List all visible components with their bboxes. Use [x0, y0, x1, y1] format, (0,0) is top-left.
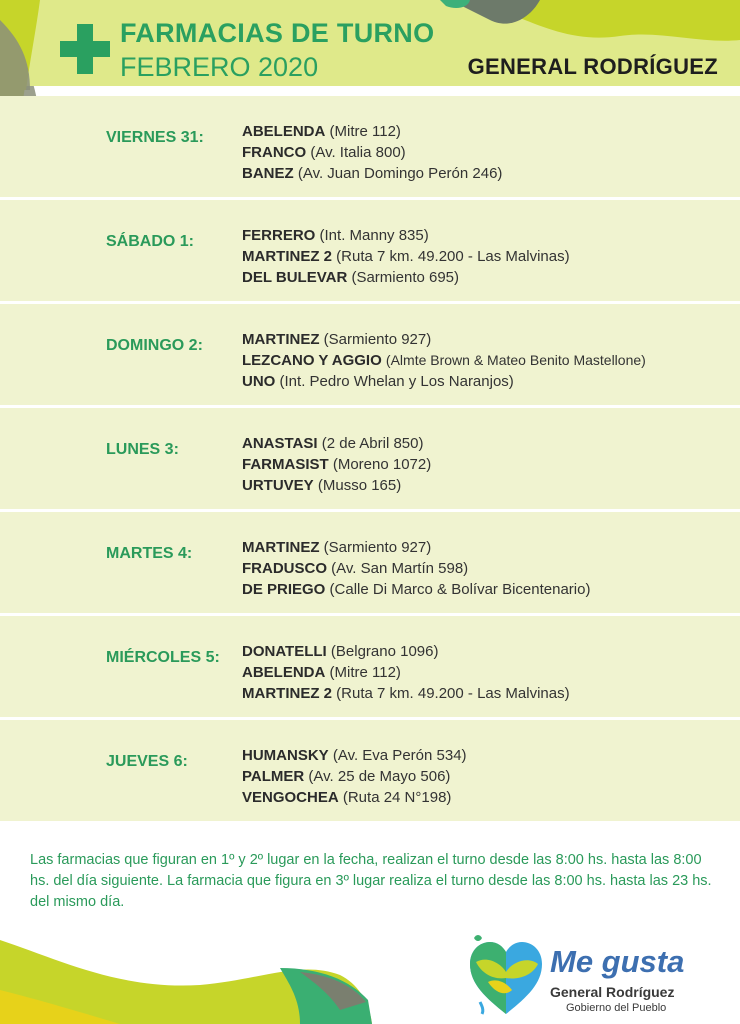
pharmacy-address: (Av. Italia 800): [310, 144, 406, 161]
pharmacy-list: [242, 329, 646, 392]
schedule-footnote: Las farmacias que figuran en 1º y 2º lugar en la fecha, realizan el turno desde las 8:00 hs. hasta las 8:00 hs. del día siguiente. La farmacia que figura en 3º lugar realiza el turno desde las 8:00 hs. hasta las 23 hs. del mismo día.: [30, 852, 712, 910]
day-row: [0, 200, 740, 304]
pharmacy-name: LEZCANO Y AGGIO: [242, 352, 382, 369]
logo-tagline: Gobierno del Pueblo: [566, 1002, 667, 1014]
pharmacy-address: (Int. Pedro Whelan y Los Naranjos): [279, 373, 514, 390]
pharmacy-address: (Av. Eva Perón 534): [332, 747, 467, 764]
pharmacy-entry: [242, 475, 431, 496]
pharmacy-name: ABELENDA: [242, 664, 326, 681]
pharmacy-entry: [242, 683, 570, 704]
pharmacy-name: MARTINEZ 2: [242, 248, 332, 265]
pharmacy-entry: [242, 766, 467, 787]
heart-logo-icon: [466, 932, 546, 1018]
pharmacy-name: PALMER: [242, 768, 305, 785]
pharmacy-entry: [242, 350, 646, 371]
pharmacy-entry: [242, 433, 431, 454]
pharmacy-address: (Av. San Martín 598): [331, 560, 469, 577]
pharmacy-address: (Moreno 1072): [332, 456, 432, 473]
pharmacy-name: FERRERO: [242, 227, 316, 244]
pharmacy-address: (Sarmiento 695): [351, 269, 460, 286]
pharmacy-entry: [242, 558, 590, 579]
page-subtitle: FEBRERO 2020: [120, 52, 319, 82]
pharmacy-name: VENGOCHEA: [242, 789, 339, 806]
pharmacy-entry: [242, 142, 502, 163]
pharmacy-entry: [242, 329, 646, 350]
pharmacy-name: MARTINEZ: [242, 539, 320, 556]
pharmacy-address: (Int. Manny 835): [319, 227, 429, 244]
pharmacy-address: (Ruta 7 km. 49.200 - Las Malvinas): [336, 248, 570, 265]
pharmacy-address: (Calle Di Marco & Bolívar Bicentenario): [329, 581, 591, 598]
pharmacy-list: [242, 537, 590, 600]
pharmacy-name: ANASTASI: [242, 435, 318, 452]
pharmacy-entry: [242, 787, 467, 808]
pharmacy-entry: [242, 163, 502, 184]
pharmacy-list: [242, 121, 502, 184]
pharmacy-address: (Almte Brown & Mateo Benito Mastellone): [385, 352, 646, 368]
pharmacy-name: HUMANSKY: [242, 747, 329, 764]
pharmacy-address: (2 de Abril 850): [321, 435, 424, 452]
pharmacy-address: (Musso 165): [317, 477, 402, 494]
pharmacy-list: [242, 641, 570, 704]
logo-city: General Rodríguez: [550, 984, 675, 1000]
pharmacy-entry: [242, 371, 646, 392]
pharmacy-entry: [242, 267, 570, 288]
pharmacy-entry: [242, 641, 570, 662]
pharmacy-address: (Mitre 112): [329, 123, 401, 140]
pharmacy-address: (Ruta 7 km. 49.200 - Las Malvinas): [336, 685, 570, 702]
pharmacy-name: URTUVEY: [242, 477, 314, 494]
pharmacy-name: MARTINEZ 2: [242, 685, 332, 702]
pharmacy-entry: [242, 246, 570, 267]
pharmacy-address: (Sarmiento 927): [323, 539, 432, 556]
page-title: FARMACIAS DE TURNO: [120, 18, 435, 48]
pharmacy-address: (Ruta 24 N°198): [342, 789, 452, 806]
pharmacy-name: BANEZ: [242, 165, 294, 182]
pharmacy-list: [242, 225, 570, 288]
pharmacy-entry: [242, 537, 590, 558]
pharmacy-cross-icon: [60, 24, 110, 74]
pharmacy-address: (Av. 25 de Mayo 506): [308, 768, 451, 785]
pharmacy-address: (Av. Juan Domingo Perón 246): [297, 165, 503, 182]
day-label: LUNES 3:: [106, 441, 179, 458]
pharmacy-entry: [242, 225, 570, 246]
pharmacy-entry: [242, 579, 590, 600]
pharmacy-name: FRANCO: [242, 144, 307, 161]
pharmacy-entry: [242, 454, 431, 475]
pharmacy-name: FARMASIST: [242, 456, 329, 473]
city-name: GENERAL RODRÍGUEZ: [467, 54, 718, 79]
day-label: MIÉRCOLES 5:: [106, 649, 220, 666]
day-label: DOMINGO 2:: [106, 337, 203, 354]
day-row: [0, 408, 740, 512]
pharmacy-address: (Belgrano 1096): [330, 643, 439, 660]
pharmacy-address: (Sarmiento 927): [323, 331, 432, 348]
pharmacy-name: DEL BULEVAR: [242, 269, 348, 286]
day-label: JUEVES 6:: [106, 753, 188, 770]
pharmacy-list: [242, 433, 431, 496]
pharmacy-address: (Mitre 112): [329, 664, 401, 681]
pharmacy-name: ABELENDA: [242, 123, 326, 140]
day-label: VIERNES 31:: [106, 129, 204, 146]
day-row: [0, 720, 740, 824]
day-row: [0, 512, 740, 616]
municipality-logo: [466, 932, 726, 1022]
pharmacy-name: MARTINEZ: [242, 331, 320, 348]
pharmacy-list: [242, 745, 467, 808]
pharmacy-entry: [242, 745, 467, 766]
pharmacy-entry: [242, 662, 570, 683]
day-label: SÁBADO 1:: [106, 233, 195, 250]
day-row: [0, 616, 740, 720]
day-row: [0, 96, 740, 200]
pharmacy-name: FRADUSCO: [242, 560, 327, 577]
pharmacy-name: DONATELLI: [242, 643, 327, 660]
pharmacy-entry: [242, 121, 502, 142]
pharmacy-name: DE PRIEGO: [242, 581, 326, 598]
day-label: MARTES 4:: [106, 545, 193, 562]
pharmacy-name: UNO: [242, 373, 276, 390]
logo-slogan: Me gusta: [550, 944, 685, 979]
day-row: [0, 304, 740, 408]
schedule-table: [0, 96, 740, 824]
